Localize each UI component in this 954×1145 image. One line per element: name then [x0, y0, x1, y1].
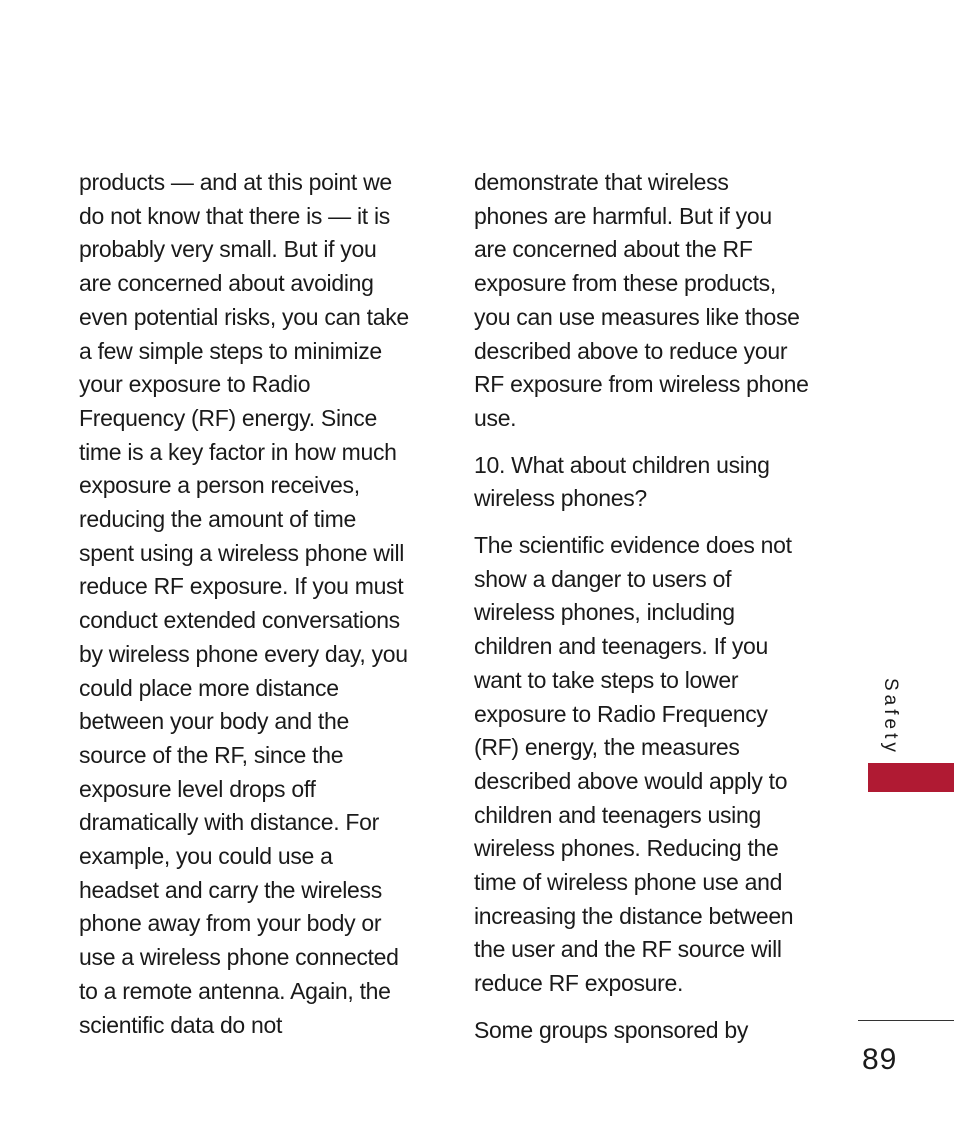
heading-line: 10. What about children using	[474, 451, 770, 478]
text-line: phone away from your body or	[79, 910, 382, 937]
text-line: demonstrate that wireless	[474, 169, 729, 195]
page-number-rule	[858, 1020, 954, 1021]
text-line: reduce RF exposure.	[474, 970, 684, 997]
heading-line: wireless phones?	[474, 485, 647, 512]
text-line: your exposure to Radio	[79, 371, 311, 398]
text-line: source of the RF, since the	[79, 741, 344, 768]
text-line: conduct extended conversations	[79, 607, 400, 634]
text-line: Frequency (RF) energy. Since	[79, 404, 377, 431]
text-line: time is a key factor in how much	[79, 438, 397, 465]
text-line: reducing the amount of time	[79, 506, 357, 533]
text-line: exposure to Radio Frequency	[474, 700, 768, 727]
text-line: RF exposure from wireless phone	[474, 371, 809, 398]
text-line: The scientific evidence does not	[474, 532, 792, 559]
right-column	[474, 166, 834, 1061]
text-line: you can use measures like those	[474, 303, 800, 330]
right-paragraph-intro	[474, 166, 834, 436]
text-line: could place more distance	[79, 674, 339, 701]
section-heading	[474, 449, 834, 516]
text-line: children and teenagers using	[474, 801, 761, 828]
text-line: exposure a person receives,	[79, 472, 360, 499]
text-line: exposure level drops off	[79, 775, 316, 802]
text-line: show a danger to users of	[474, 565, 732, 592]
text-line: Some groups sponsored by	[474, 1016, 749, 1043]
text-line: products — and at this point we	[79, 169, 392, 195]
text-line: increasing the distance between	[474, 902, 794, 929]
text-line: to a remote antenna. Again, the	[79, 977, 391, 1004]
text-line: phones are harmful. But if you	[474, 202, 772, 229]
text-line: by wireless phone every day, you	[79, 640, 408, 667]
text-line: described above to reduce your	[474, 337, 788, 364]
text-line: dramatically with distance. For	[79, 809, 380, 836]
text-line: wireless phones, including	[474, 599, 735, 626]
text-line: use.	[474, 404, 517, 431]
text-line: exposure from these products,	[474, 270, 776, 297]
text-line: do not know that there is — it is	[79, 202, 390, 229]
left-column	[79, 166, 439, 1042]
section-side-label: Safety	[880, 678, 901, 756]
text-line: scientific data do not	[79, 1011, 283, 1038]
page-number: 89	[862, 1043, 898, 1076]
text-line: example, you could use a	[79, 843, 333, 870]
text-line: are concerned about the RF	[474, 236, 753, 263]
text-line: described above would apply to	[474, 767, 788, 794]
right-paragraph-answer	[474, 529, 834, 1001]
text-line: (RF) energy, the measures	[474, 734, 740, 761]
text-line: probably very small. But if you	[79, 236, 377, 263]
right-paragraph-continued	[474, 1014, 834, 1048]
text-line: headset and carry the wireless	[79, 876, 382, 903]
text-line: reduce RF exposure. If you must	[79, 573, 404, 600]
text-line: the user and the RF source will	[474, 936, 782, 963]
text-line: want to take steps to lower	[474, 666, 739, 693]
section-tab-marker	[868, 763, 954, 792]
text-line: time of wireless phone use and	[474, 869, 783, 896]
text-line: a few simple steps to minimize	[79, 337, 382, 364]
text-line: even potential risks, you can take	[79, 303, 409, 330]
text-line: are concerned about avoiding	[79, 270, 374, 297]
left-paragraph	[79, 166, 439, 1042]
text-line: use a wireless phone connected	[79, 944, 399, 971]
text-line: spent using a wireless phone will	[79, 539, 405, 566]
text-line: wireless phones. Reducing the	[474, 835, 779, 862]
text-line: children and teenagers. If you	[474, 633, 769, 660]
text-line: between your body and the	[79, 708, 349, 735]
